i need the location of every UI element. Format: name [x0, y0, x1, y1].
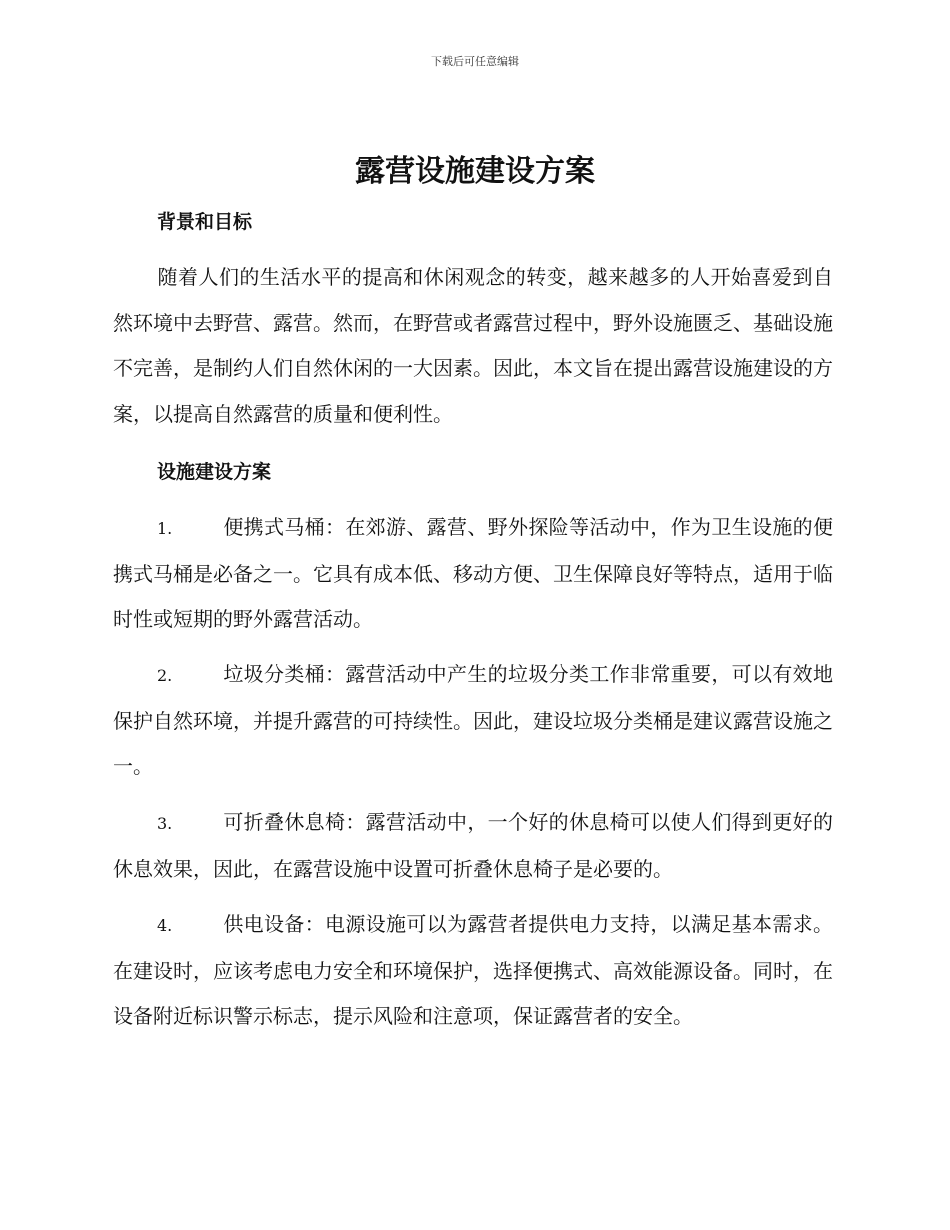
section-heading-background: 背景和目标 — [157, 211, 253, 233]
list-item-label: 垃圾分类桶 — [223, 662, 325, 686]
list-item — [113, 800, 833, 892]
page-header-note: 下载后可任意编辑 — [431, 55, 519, 68]
list-item-text: ：电源设施可以为露营者提供电力支持，以满足基本需求。在建设时，应该考虑电力安全和环境保护，选择便携式、高效能源设备。同时，在设备附近标识警示标志，提示风险和注意项，保证露营者的安全。 — [113, 912, 834, 1028]
list-item-number: 1. — [157, 519, 173, 538]
section-heading-plan: 设施建设方案 — [157, 461, 272, 483]
list-item-label: 便携式马桶 — [223, 515, 325, 539]
background-paragraph — [113, 255, 833, 437]
list-item-number: 3. — [157, 814, 173, 833]
list-item-label: 供电设备 — [223, 912, 305, 936]
list-item — [113, 505, 833, 643]
list-item-text: ：露营活动中产生的垃圾分类工作非常重要，可以有效地保护自然环境，并提升露营的可持续性。因此，建设垃圾分类桶是建议露营设施之一。 — [113, 662, 833, 778]
list-item-text: ：在郊游、露营、野外探险等活动中，作为卫生设施的便携式马桶是必备之一。它具有成本低、移动方便、卫生保障良好等特点，适用于临时性或短期的野外露营活动。 — [113, 515, 833, 631]
list-item — [113, 902, 833, 1040]
list-item-number: 4. — [157, 916, 173, 935]
document-title: 露营设施建设方案 — [355, 154, 595, 189]
list-item-label: 可折叠休息椅 — [223, 810, 346, 834]
background-paragraph-text: 随着人们的生活水平的提高和休闲观念的转变，越来越多的人开始喜爱到自然环境中去野营、露营。然而，在野营或者露营过程中，野外设施匮乏、基础设施不完善，是制约人们自然休闲的一大因素。因此，本文旨在提出露营设施建设的方案，以提高自然露营的质量和便利性。 — [113, 265, 833, 426]
list-item-number: 2. — [157, 666, 173, 685]
list-item — [113, 652, 833, 790]
list-item-text: ：露营活动中，一个好的休息椅可以使人们得到更好的休息效果，因此，在露营设施中设置可折叠休息椅子是必要的。 — [113, 810, 834, 881]
